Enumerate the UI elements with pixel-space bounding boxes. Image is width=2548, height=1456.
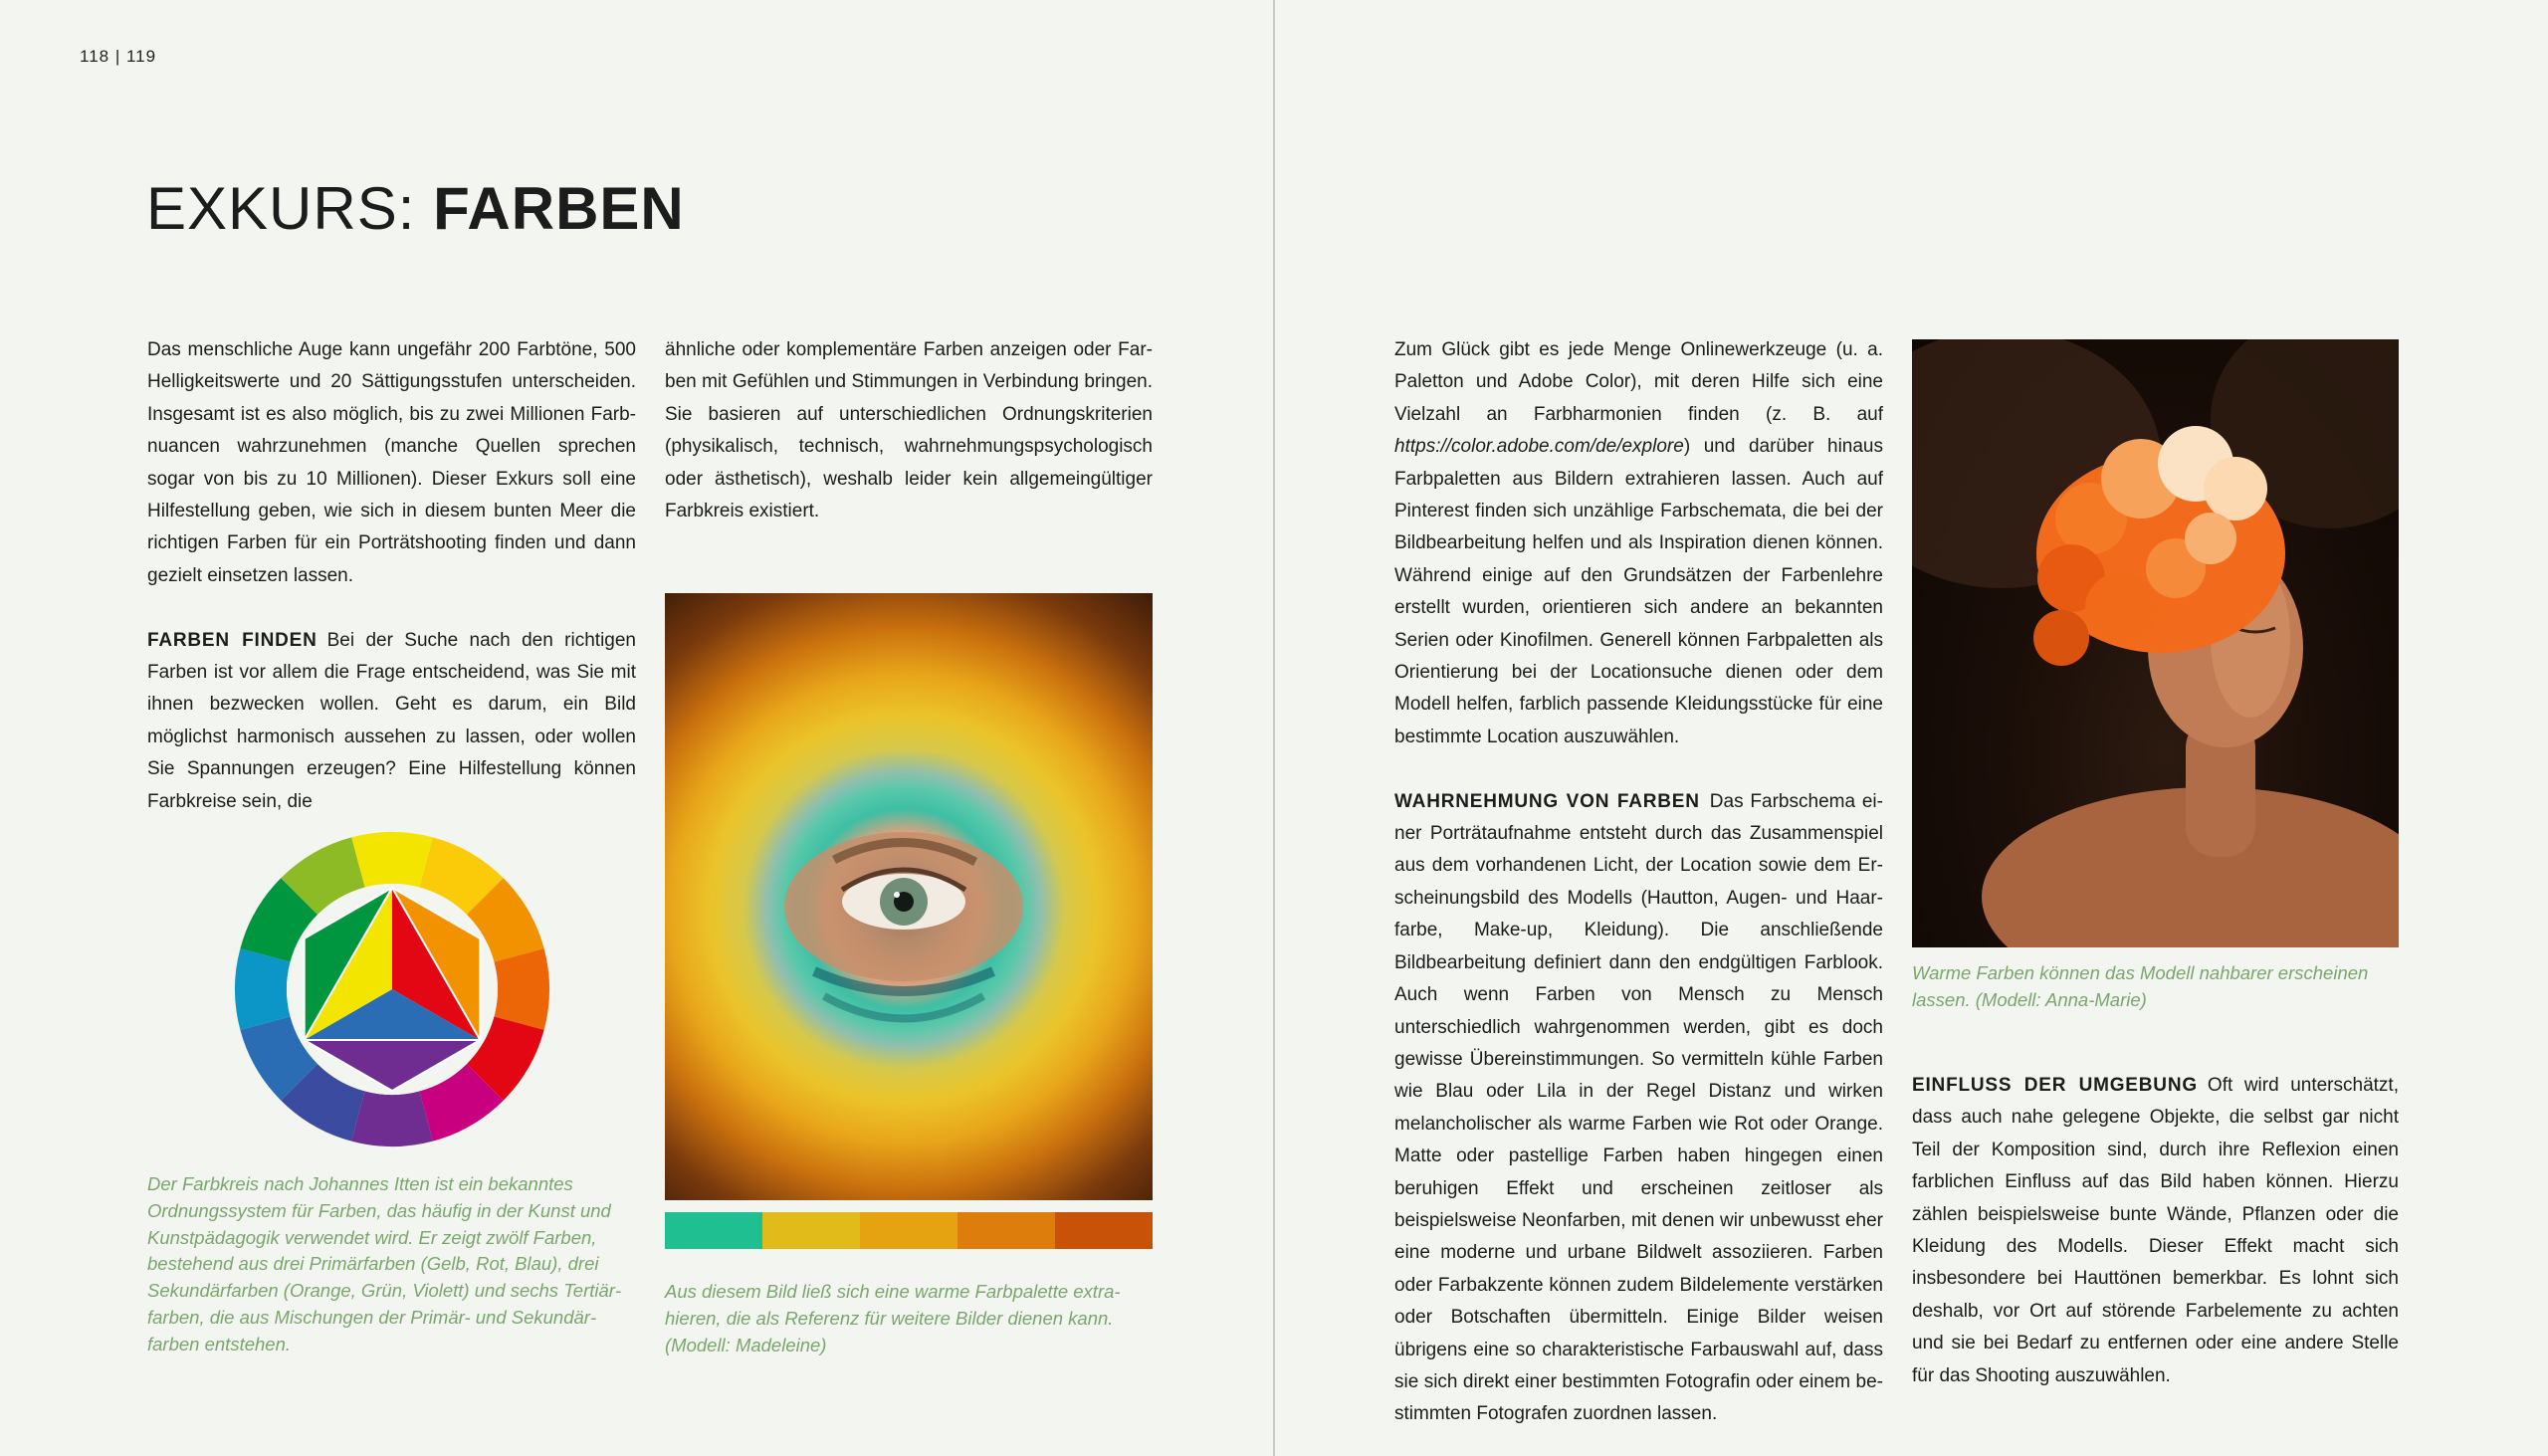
umgebung-paragraph [1912,1070,2399,1392]
wheel-segment-4 [494,948,549,1030]
intro-paragraph: Das menschliche Auge kann ungefähr 200 Farbtöne, 500 Helligkeitswerte und 20 Sättigungsstufen unterscheiden. Insgesamt ist es also möglich, bis zu zwei Millionen Farbnuancen wahrzunehmen (manche Quellen sprechen sogar von bis zu 10 Millionen). Dieser Exkurs soll eine Hilfestellung geben, wie sich in diesem bunten Meer die richtigen Farben für ein Porträtshooting finden und dann gezielt einsetzen lassen. [147,339,636,586]
farbkreis-continuation: ähnliche oder komplementäre Farben anzeigen oder Farben mit Gefühlen und Stimmungen in Verbindung bringen. Sie basieren auf unterschiedlichen Ordnungskriterien (physikalisch, technisch, wahrnehmungspsychologisch oder ästhetisch), weshalb leider kein allgemeingültiger Farbkreis existiert. [665,339,1153,522]
eye-photo-illustration [665,593,1153,1200]
page-title [146,174,685,243]
eye-photo-caption: Aus diesem Bild ließ sich eine warme Farbpalette extrahieren, die als Referenz für weitere Bilder dienen kann. (Modell: Madeleine) [665,1281,1121,1355]
wahrnehmung-paragraph [1394,786,1883,1431]
online-tools-text-b: ) und darüber hinaus Farbpaletten aus Bildern extrahieren lassen. Auch auf Pinterest finden sich unzählige Farbschemata, die bei der Bildbearbeitung helfen und als Inspiration dienen können. Während einige auf den Grundsätzen der Farbenlehre erstellt wurden, orientieren sich andere an bekannten Serien oder Kinofilmen. Generell können Farbpaletten als Orientierung bei der Locationsuche dienen oder dem Modell helfen, farblich passende Kleidungsstücke für eine bestimmte Location auszuwählen. [1394,436,1883,747]
model-photo-caption: Warme Farben können das Modell nahbarer erscheinen lassen. (Modell: Anna-Marie) [1912,962,2369,1010]
palette-swatch-5 [1055,1212,1153,1249]
palette-swatch-4 [957,1212,1055,1249]
wheel-segment-1 [351,832,433,888]
wheel-segment-10 [235,948,291,1030]
adobe-color-link[interactable]: https://color.adobe.com/de/explore [1394,436,1684,458]
color-wheel-graphic [233,830,551,1148]
page-number: 118 | 119 [80,47,157,66]
model-portrait-photo [1912,339,2399,947]
farben-finden-text: Bei der Suche nach den richtigen Farben ist vor allem die Frage entscheidend, was Sie mit ihnen bezwecken wollen. Geht es darum, ein Bild möglichst harmonisch aussehen zu lassen, oder wollen Sie Spannungen erzeugen? Eine Hilfestellung können Farbkreise sein, die [147,629,636,812]
online-tools-text-a: Zum Glück gibt es jede Menge Onlinewerkzeuge (u. a. Paletton und Adobe Color), mit deren Hilfe sich eine Vielzahl an Farbharmonien finden (z. B. auf [1394,339,1883,425]
wahrnehmung-text: Das Farbschema einer Porträtaufnahme entsteht durch das Zusammenspiel aus dem vorhandenen Licht, der Location sowie dem Erscheinungsbild des Modells (Hautton, Augen- und Haarfarbe, Make-up, Kleidung). Die anschließende Bildbearbeitung definiert dann den endgültigen Farblook. Auch wenn Farben von Mensch zu Mensch unterschiedlich wahrgenommen werden, gibt es doch gewisse Übereinstimmungen. So vermitteln kühle Farben wie Blau oder Lila in der Regel Distanz und wirken melancholischer als warme Farben wie Rot oder Orange. Matte oder pastellige Farben haben hingegen einen beruhigen Effekt und erscheinen zeitloser als beispielsweise Neonfarben, mit denen wir unbewusst eher eine moderne und urbane Bildwelt assoziieren. Farben oder Farbakzente können zudem Bildelemente verstärken oder Botschaften übermitteln. Einige Bilder weisen übrigens eine so charakteristische Farbauswahl auf, dass sie sich direkt einer bestimmten Fotografin oder einem bestimmten Fotografen zuordnen lassen. [1394,790,1883,1425]
color-wheel-caption: Der Farbkreis nach Johannes Itten ist ein bekanntes Ordnungssystem für Farben, das häufig in der Kunst und Kunstpädagogik verwendet wird. Er zeigt zwölf Farben, bestehend aus drei Primärfarben (Gelb, Rot, Blau), drei Sekundärfarben (Orange, Grün, Violett) und sechs Tertiärfarben, die aus Mischungen der Primär- und Sekundärfarben entstehen. [147,1173,622,1354]
text-column-3 [1394,334,1883,1431]
text-column-1 [147,334,636,818]
text-column-2 [665,334,1153,527]
palette-swatch-2 [762,1212,860,1249]
text-column-4 [1912,1070,2399,1392]
online-tools-paragraph [1394,334,1883,753]
umgebung-text: Oft wird unterschätzt, dass auch nahe gelegene Objekte, die selbst gar nicht Teil der Komposition sind, durch ihre Reflexion einen farblichen Einfluss auf das Bild haben können. Hierzu zählen beispielsweise bunte Wände, Pflanzen oder die Kleidung des Modells. Dieser Effekt macht sich insbesondere bei Hauttönen bemerkbar. Es lohnt sich deshalb, vor Ort auf störende Farbelemente zu achten und sie bei Bedarf zu entfernen oder eine andere Stelle für das Shooting auszuwählen. [1912,1075,2399,1386]
wheel-segment-7 [351,1091,433,1146]
itten-color-wheel [233,830,551,1148]
section-heading-umgebung: EINFLUSS DER UMGEBUNG [1912,1075,2198,1096]
title-bold: FARBEN [433,175,685,242]
eye-portrait-photo [665,593,1153,1200]
model-photo-illustration [1912,339,2399,947]
page-divider [1273,0,1275,1456]
palette-swatch-1 [665,1212,762,1249]
palette-swatch-3 [860,1212,957,1249]
section-heading-farben-finden: FARBEN FINDEN [147,629,318,651]
farben-finden-paragraph [147,625,636,818]
section-heading-wahrnehmung: WAHRNEHMUNG VON FARBEN [1394,790,1700,812]
title-light: EXKURS: [146,175,434,242]
extracted-color-palette [665,1212,1153,1249]
